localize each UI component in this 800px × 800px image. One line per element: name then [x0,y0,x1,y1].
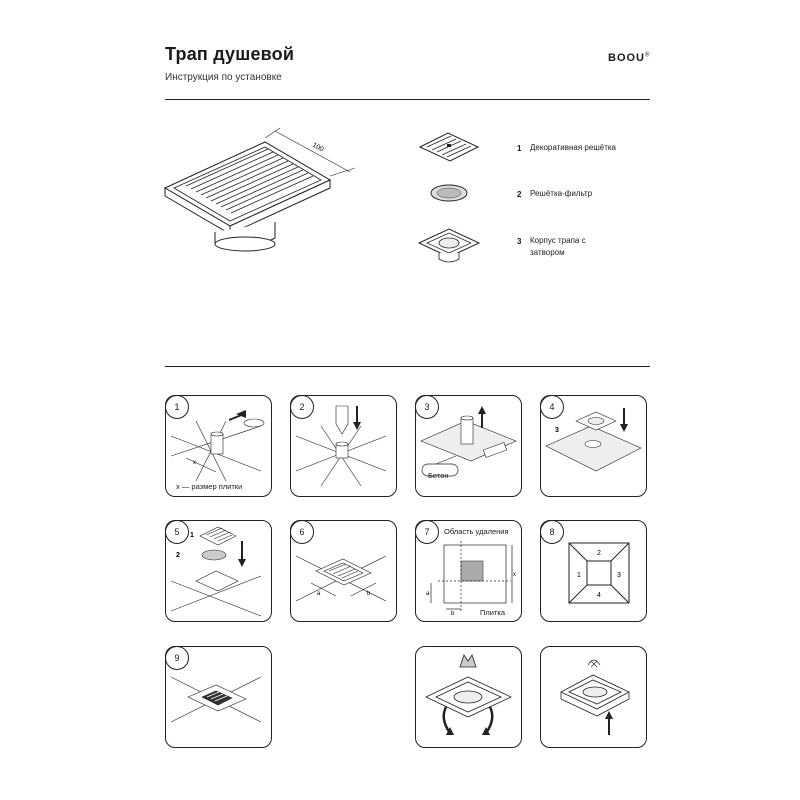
step-3-caption: Бетон [428,471,449,480]
step-8-label-4: 4 [597,592,601,599]
step-7-b-label: b [451,611,455,617]
step-7-caption-area: Область удаления [444,527,509,536]
page-subtitle: Инструкция по установке [165,72,282,83]
insert-illustration [541,647,646,747]
part-number-1: 1 [517,144,522,153]
brand-name: BOOU [608,52,645,64]
part-label-1: Декоративная решётка [530,143,616,152]
step-8-label-3: 3 [617,572,621,579]
step-7-a-label: a [426,591,430,597]
step-9 [165,646,272,748]
step-7-caption-tile: Плитка [480,608,506,617]
part-number-3: 3 [517,237,522,246]
drain-illustration [160,120,370,260]
step-1-caption: x — размер плитки [176,482,243,491]
decorative-grate-icon [420,133,478,161]
step-5-part-label-2: 2 [176,552,180,559]
step-9-number: 9 [165,646,189,670]
step-4 [540,395,647,497]
step-2 [290,395,397,497]
drain-body-icon [419,229,479,262]
part-number-2: 2 [517,190,522,199]
step-1-number: 1 [165,395,189,419]
step-6 [290,520,397,622]
step-5-number: 5 [165,520,189,544]
step-8-label-1: 1 [577,572,581,579]
brand-mark: ® [645,52,651,59]
parts-illustrations [415,125,485,275]
step-5 [165,520,272,622]
step-1-x-label: x [193,460,196,466]
step-1 [165,395,272,497]
removal-illustration [416,647,521,747]
step-6-b-label: b [367,591,371,597]
brand-logo [608,52,650,64]
step-maintenance-removal [415,646,522,748]
header-divider [165,99,650,100]
step-8-label-2: 2 [597,550,601,557]
step-6-number: 6 [290,520,314,544]
part-label-3: Корпус трапа с затвором [530,236,586,257]
step-3-number: 3 [415,395,439,419]
filter-grate-icon [431,185,467,201]
step-7-number: 7 [415,520,439,544]
page-title: Трап душевой [165,44,295,64]
section-divider [165,366,650,367]
step-8 [540,520,647,622]
part-label-2: Решётка-фильтр [530,189,593,198]
dimension-label: 100 [311,141,325,154]
step-7 [415,520,522,622]
step-5-part-label-1: 1 [190,532,194,539]
step-3 [415,395,522,497]
step-4-number: 4 [540,395,564,419]
step-6-a-label: a [317,591,321,597]
step-4-part-label: 3 [555,427,559,434]
step-8-number: 8 [540,520,564,544]
step-maintenance-insert [540,646,647,748]
step-7-x-label: x [513,572,516,578]
step-2-number: 2 [290,395,314,419]
